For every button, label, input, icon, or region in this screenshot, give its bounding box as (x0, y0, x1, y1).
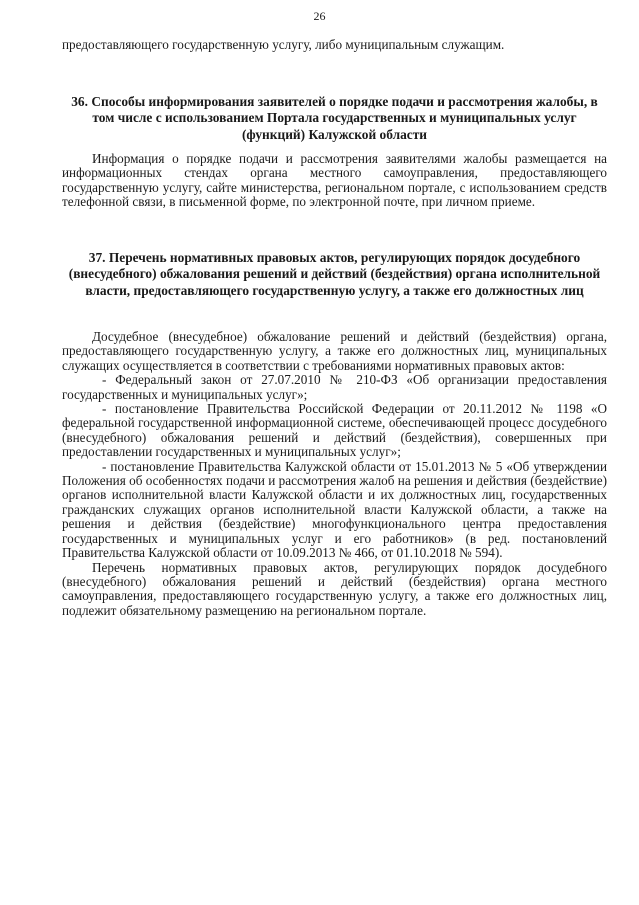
continuation-paragraph: предоставляющего государственную услугу, либо муниципальным служащим. (62, 37, 505, 52)
page-number: 26 (313, 9, 326, 23)
section-37-heading: 37. Перечень нормативных правовых актов, регулирующих порядок досудебного (внесудебного) обжалования решений и действий (бездействия) органа исполнительной власти, предоставляющего государственную услугу, а также его должностных лиц (68, 250, 601, 298)
section-37-body (62, 330, 607, 618)
legal-act-item: - постановление Правительства Калужской области от 15.01.2013 № 5 «Об утверждении Положения об особенностях подачи и рассмотрения жалоб на решения и действия (бездействие) органов исполнительной власти Калужской области и их должностных лиц, государственных гражданских служащих органов исполнительной власти Калужской области, а также на решения и действия (бездействие) многофункционального центра предоставления государственных и муниципальных услуг и его работников» (в ред. постановлений Правительства Калужской области от 10.09.2013 № 466, от 01.10.2018 № 594). (62, 458, 607, 561)
section-36-heading: 36. Способы информирования заявителей о порядке подачи и рассмотрения жалобы, в том числе с использованием Портала государственных и муниципальных услуг (функций) Калужской области (71, 94, 598, 142)
continuation-text (62, 38, 607, 52)
section-36-body (62, 152, 607, 210)
legal-act-item: - постановление Правительства Российской Федерации от 20.11.2012 № 1198 «О федеральной государственной информационной системе, обеспечивающей процесс досудебного (внесудебного) обжалования решений и действий (бездействия), совершенных при предоставлении государственных и муниципальных услуг»; (62, 401, 607, 460)
section-37-closing: Перечень нормативных правовых актов, регулирующих порядок досудебного (внесудебного) обжалования решений и действий (бездействия) органа местного самоуправления, предоставляющего государственную услугу, а также его должностных лиц, подлежит обязательному размещению на региональном портале. (62, 559, 607, 618)
legal-act-item: - Федеральный закон от 27.07.2010 № 210-ФЗ «Об организации предоставления государственных и муниципальных услуг»; (62, 372, 607, 402)
section-36-paragraph: Информация о порядке подачи и рассмотрения заявителями жалобы размещается на информационных стендах органа местного самоуправления, предоставляющего государственную услугу, сайте министерства, региональном портале, с использованием средств телефонной связи, в письменной форме, по электронной почте, при личном приеме. (62, 151, 607, 210)
section-37-intro: Досудебное (внесудебное) обжалование решений и действий (бездействия) органа, предоставляющего государственную услугу, а также его должностных лиц, муниципальных служащих осуществляется в соответствии с требованиями нормативных правовых актов: (62, 329, 607, 373)
